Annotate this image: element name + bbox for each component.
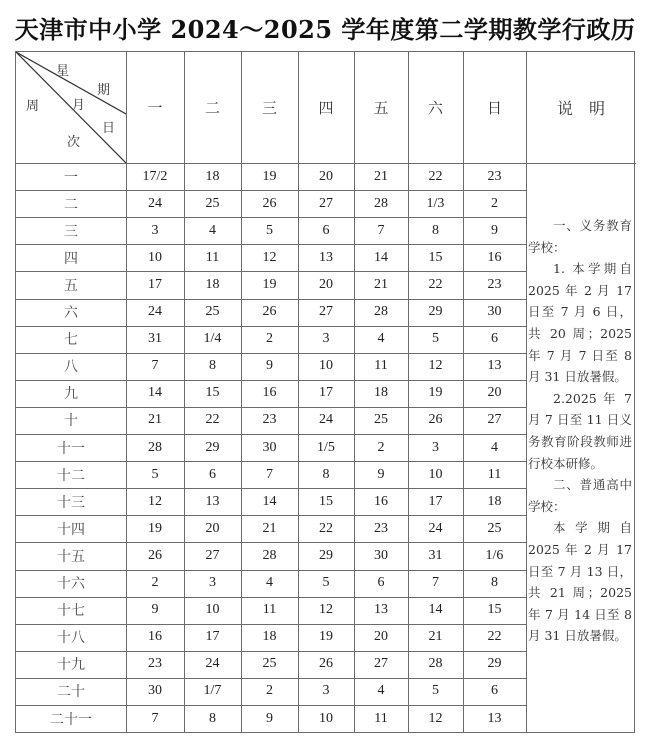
date-cell: 29 [205,439,220,455]
date-cell: 23 [487,276,502,292]
week-number-cell: 十四 [57,521,85,538]
date-cell: 10 [428,466,443,482]
date-cell: 2 [266,683,273,699]
date-cell: 21 [374,276,388,292]
notes-section2-heading: 二、普通高中学校： [528,477,632,514]
date-cell: 15 [319,493,333,509]
date-cell: 20 [374,629,388,645]
date-cell: 28 [374,195,388,211]
notes-panel [528,215,632,647]
date-cell: 5 [266,222,273,238]
date-cell: 5 [432,331,439,347]
date-cell: 26 [262,304,277,319]
date-cell: 17/2 [142,168,168,184]
date-cell: 24 [148,304,162,319]
date-cell: 25 [374,412,388,428]
date-cell: 30 [487,304,502,319]
date-cell: 13 [374,602,388,618]
date-cell: 5 [322,575,330,590]
date-cell: 9 [491,222,498,238]
date-cell: 12 [148,493,162,509]
date-cell: 2 [377,439,385,455]
date-cell: 14 [262,493,277,509]
week-number-cell: 十二 [57,467,85,484]
date-cell: 19 [262,168,277,184]
date-cell: 12 [262,249,277,265]
date-cell: 16 [262,385,277,401]
date-cell: 4 [491,439,498,455]
date-cell: 27 [487,412,502,428]
date-cell: 30 [148,683,162,699]
date-cell: 9 [266,358,273,374]
date-cell: 23 [487,168,502,184]
date-cell: 31 [428,547,443,563]
date-cell: 12 [428,710,443,726]
date-cell: 25 [205,195,220,211]
date-cell: 1/5 [317,439,335,455]
date-cell: 22 [319,520,333,536]
notes-header: 说 明 [556,99,605,118]
date-cell: 18 [374,385,388,401]
date-cell: 2 [266,331,273,347]
date-cell: 8 [209,710,216,726]
date-cell: 21 [148,412,162,428]
day-header-4: 四 [318,99,334,117]
day-header-3: 三 [261,99,277,117]
page-title: 天津市中小学 2024～2025 学年度第二学期教学行政历 [14,15,636,44]
date-cell: 23 [262,412,277,428]
date-cell: 17 [319,385,333,401]
date-cell: 10 [148,249,162,265]
week-number-cell: 二 [64,196,78,213]
date-cell: 12 [428,358,443,374]
date-cell: 23 [374,520,388,536]
date-cell: 18 [487,493,502,509]
date-cell: 7 [432,575,439,590]
date-cell: 28 [374,304,388,319]
date-cell: 16 [374,493,388,509]
week-number-cell: 二十一 [50,711,92,728]
date-cell: 26 [262,195,277,211]
date-cell: 15 [487,602,502,618]
notes-section1-item1: 1. 本学期自 2025 年 2 月 17 日至 7 月 6 日，共 20 周；2025 年 7 月 7 日至 8 月 31 日放暑假。 [528,261,632,385]
date-cell: 3 [322,683,330,699]
date-cell: 24 [319,412,333,428]
date-cell: 4 [377,331,385,347]
date-cell: 19 [428,385,443,401]
date-cell: 7 [151,358,159,374]
date-cell: 3 [322,331,330,347]
date-cell: 25 [205,304,220,319]
date-cell: 20 [205,520,220,536]
date-cell: 30 [374,547,388,563]
date-cell: 30 [262,439,277,455]
week-number-cell: 五 [64,277,78,294]
date-cell: 28 [148,439,162,455]
date-cell: 3 [151,222,159,238]
week-number-cell: 七 [64,332,78,349]
date-cell: 4 [266,575,273,590]
date-cell: 4 [209,222,216,238]
date-cell: 25 [262,656,277,672]
date-cell: 1/3 [426,195,445,211]
corner-label-qi: 期 [97,83,111,98]
date-cell: 5 [151,466,159,482]
date-cell: 7 [151,710,159,726]
date-cell: 28 [262,547,277,563]
date-cell: 10 [319,358,333,374]
date-cell: 22 [428,168,443,184]
date-cell: 16 [487,249,502,265]
date-cell: 17 [148,276,162,292]
date-cell: 31 [148,331,162,347]
date-cell: 27 [205,547,220,563]
date-cell: 22 [205,412,220,428]
date-cell: 22 [428,276,443,292]
corner-label-ci: 次 [67,135,81,150]
date-cell: 18 [205,276,220,292]
notes-section2-item1: 本学期自 2025 年 2 月 17 日至 7 月 13 日，共 21 周；2025 年 7 月 14 日至 8 月 31 日放暑假。 [528,520,632,644]
date-cell: 28 [428,656,443,672]
week-number-cell: 十一 [57,440,85,457]
date-cell: 15 [205,385,220,401]
date-cell: 11 [374,710,388,726]
date-cell: 1/7 [203,683,222,699]
date-cell: 7 [266,466,273,482]
date-cell: 11 [487,466,502,482]
day-header-1: 一 [147,99,163,117]
date-cell: 27 [319,304,333,319]
week-number-cell: 十三 [57,494,85,511]
date-cell: 21 [428,629,443,645]
date-cell: 11 [374,358,388,374]
date-cell: 22 [487,629,502,645]
date-cell: 26 [428,412,443,428]
date-cell: 11 [262,602,277,618]
date-cell: 24 [428,520,443,536]
corner-label-xing: 星 [56,64,70,79]
date-cell: 29 [319,547,333,563]
date-cell: 23 [148,656,162,672]
week-number-cell: 六 [64,305,78,321]
date-cell: 24 [205,656,220,672]
date-cell: 26 [319,656,333,672]
corner-label-yue: 月 [72,98,86,113]
date-cell: 3 [432,439,439,455]
week-number-cell: 十 [64,413,78,430]
date-cell: 6 [209,466,216,482]
date-cell: 1/6 [485,547,504,563]
date-cell: 21 [262,520,277,536]
date-cell: 20 [319,168,333,184]
date-cell: 14 [374,249,388,265]
date-cell: 21 [374,168,388,184]
date-cell: 19 [262,276,277,292]
date-cell: 11 [205,249,220,265]
date-cell: 6 [377,575,385,590]
notes-section1-item2: 2.2025 年 7 月 7 日至 11 日义务教育阶段教师进行校本研修。 [528,390,632,471]
date-cell: 3 [209,575,216,590]
date-cell: 13 [487,358,502,374]
date-cell: 14 [428,602,443,618]
date-cell: 6 [491,331,498,347]
notes-section1-heading: 一、义务教育学校： [528,218,632,255]
date-cell: 19 [319,629,333,645]
date-cell: 17 [205,629,220,645]
corner-label-zhou: 周 [26,99,40,114]
date-cell: 24 [148,195,162,211]
date-cell: 29 [487,656,502,672]
day-header-7: 日 [486,99,502,117]
date-cell: 20 [487,385,502,401]
date-cell: 25 [487,520,502,536]
date-cell: 5 [432,683,439,699]
date-cell: 8 [209,358,216,374]
day-header-2: 二 [204,99,220,117]
date-cell: 9 [151,602,159,618]
date-cell: 27 [319,195,333,211]
week-number-cell: 十七 [57,603,85,620]
date-cell: 18 [262,629,277,645]
week-number-cell: 十六 [57,576,85,592]
date-cell: 16 [148,629,162,645]
date-cell: 8 [322,466,330,482]
date-cell: 6 [322,222,330,238]
week-number-cell: 八 [64,359,78,376]
week-number-cell: 二十 [57,684,85,701]
date-cell: 7 [377,222,385,238]
week-number-cell: 三 [64,223,78,240]
day-header-6: 六 [427,99,443,117]
week-number-cell: 十八 [57,630,85,647]
week-number-cell: 一 [64,169,78,186]
date-cell: 8 [491,575,498,590]
date-cell: 15 [428,249,443,265]
corner-label-ri: 日 [102,121,116,136]
calendar-table [15,51,635,733]
date-cell: 26 [148,547,162,563]
date-cell: 27 [374,656,388,672]
week-number-cell: 十九 [57,657,85,674]
date-cell: 1/4 [203,331,222,347]
week-number-cell: 十五 [57,548,85,565]
week-number-cell: 四 [64,250,78,267]
date-cell: 13 [205,493,220,509]
date-cell: 13 [487,710,502,726]
date-cell: 2 [491,195,498,211]
date-cell: 6 [491,683,498,699]
date-cell: 12 [319,602,333,618]
date-cell: 9 [377,466,385,482]
date-cell: 4 [377,683,385,699]
date-cell: 13 [319,249,333,265]
date-cell: 20 [319,276,333,292]
date-cell: 19 [148,520,162,536]
date-cell: 8 [432,222,439,238]
date-cell: 10 [205,602,220,618]
date-cell: 2 [151,575,159,590]
date-cell: 17 [428,493,443,509]
date-cell: 14 [148,385,162,401]
date-cell: 9 [266,710,273,726]
day-header-5: 五 [373,99,389,117]
week-number-cell: 九 [64,386,78,403]
date-cell: 29 [428,304,443,319]
date-cell: 18 [205,168,220,184]
date-cell: 10 [319,710,333,726]
